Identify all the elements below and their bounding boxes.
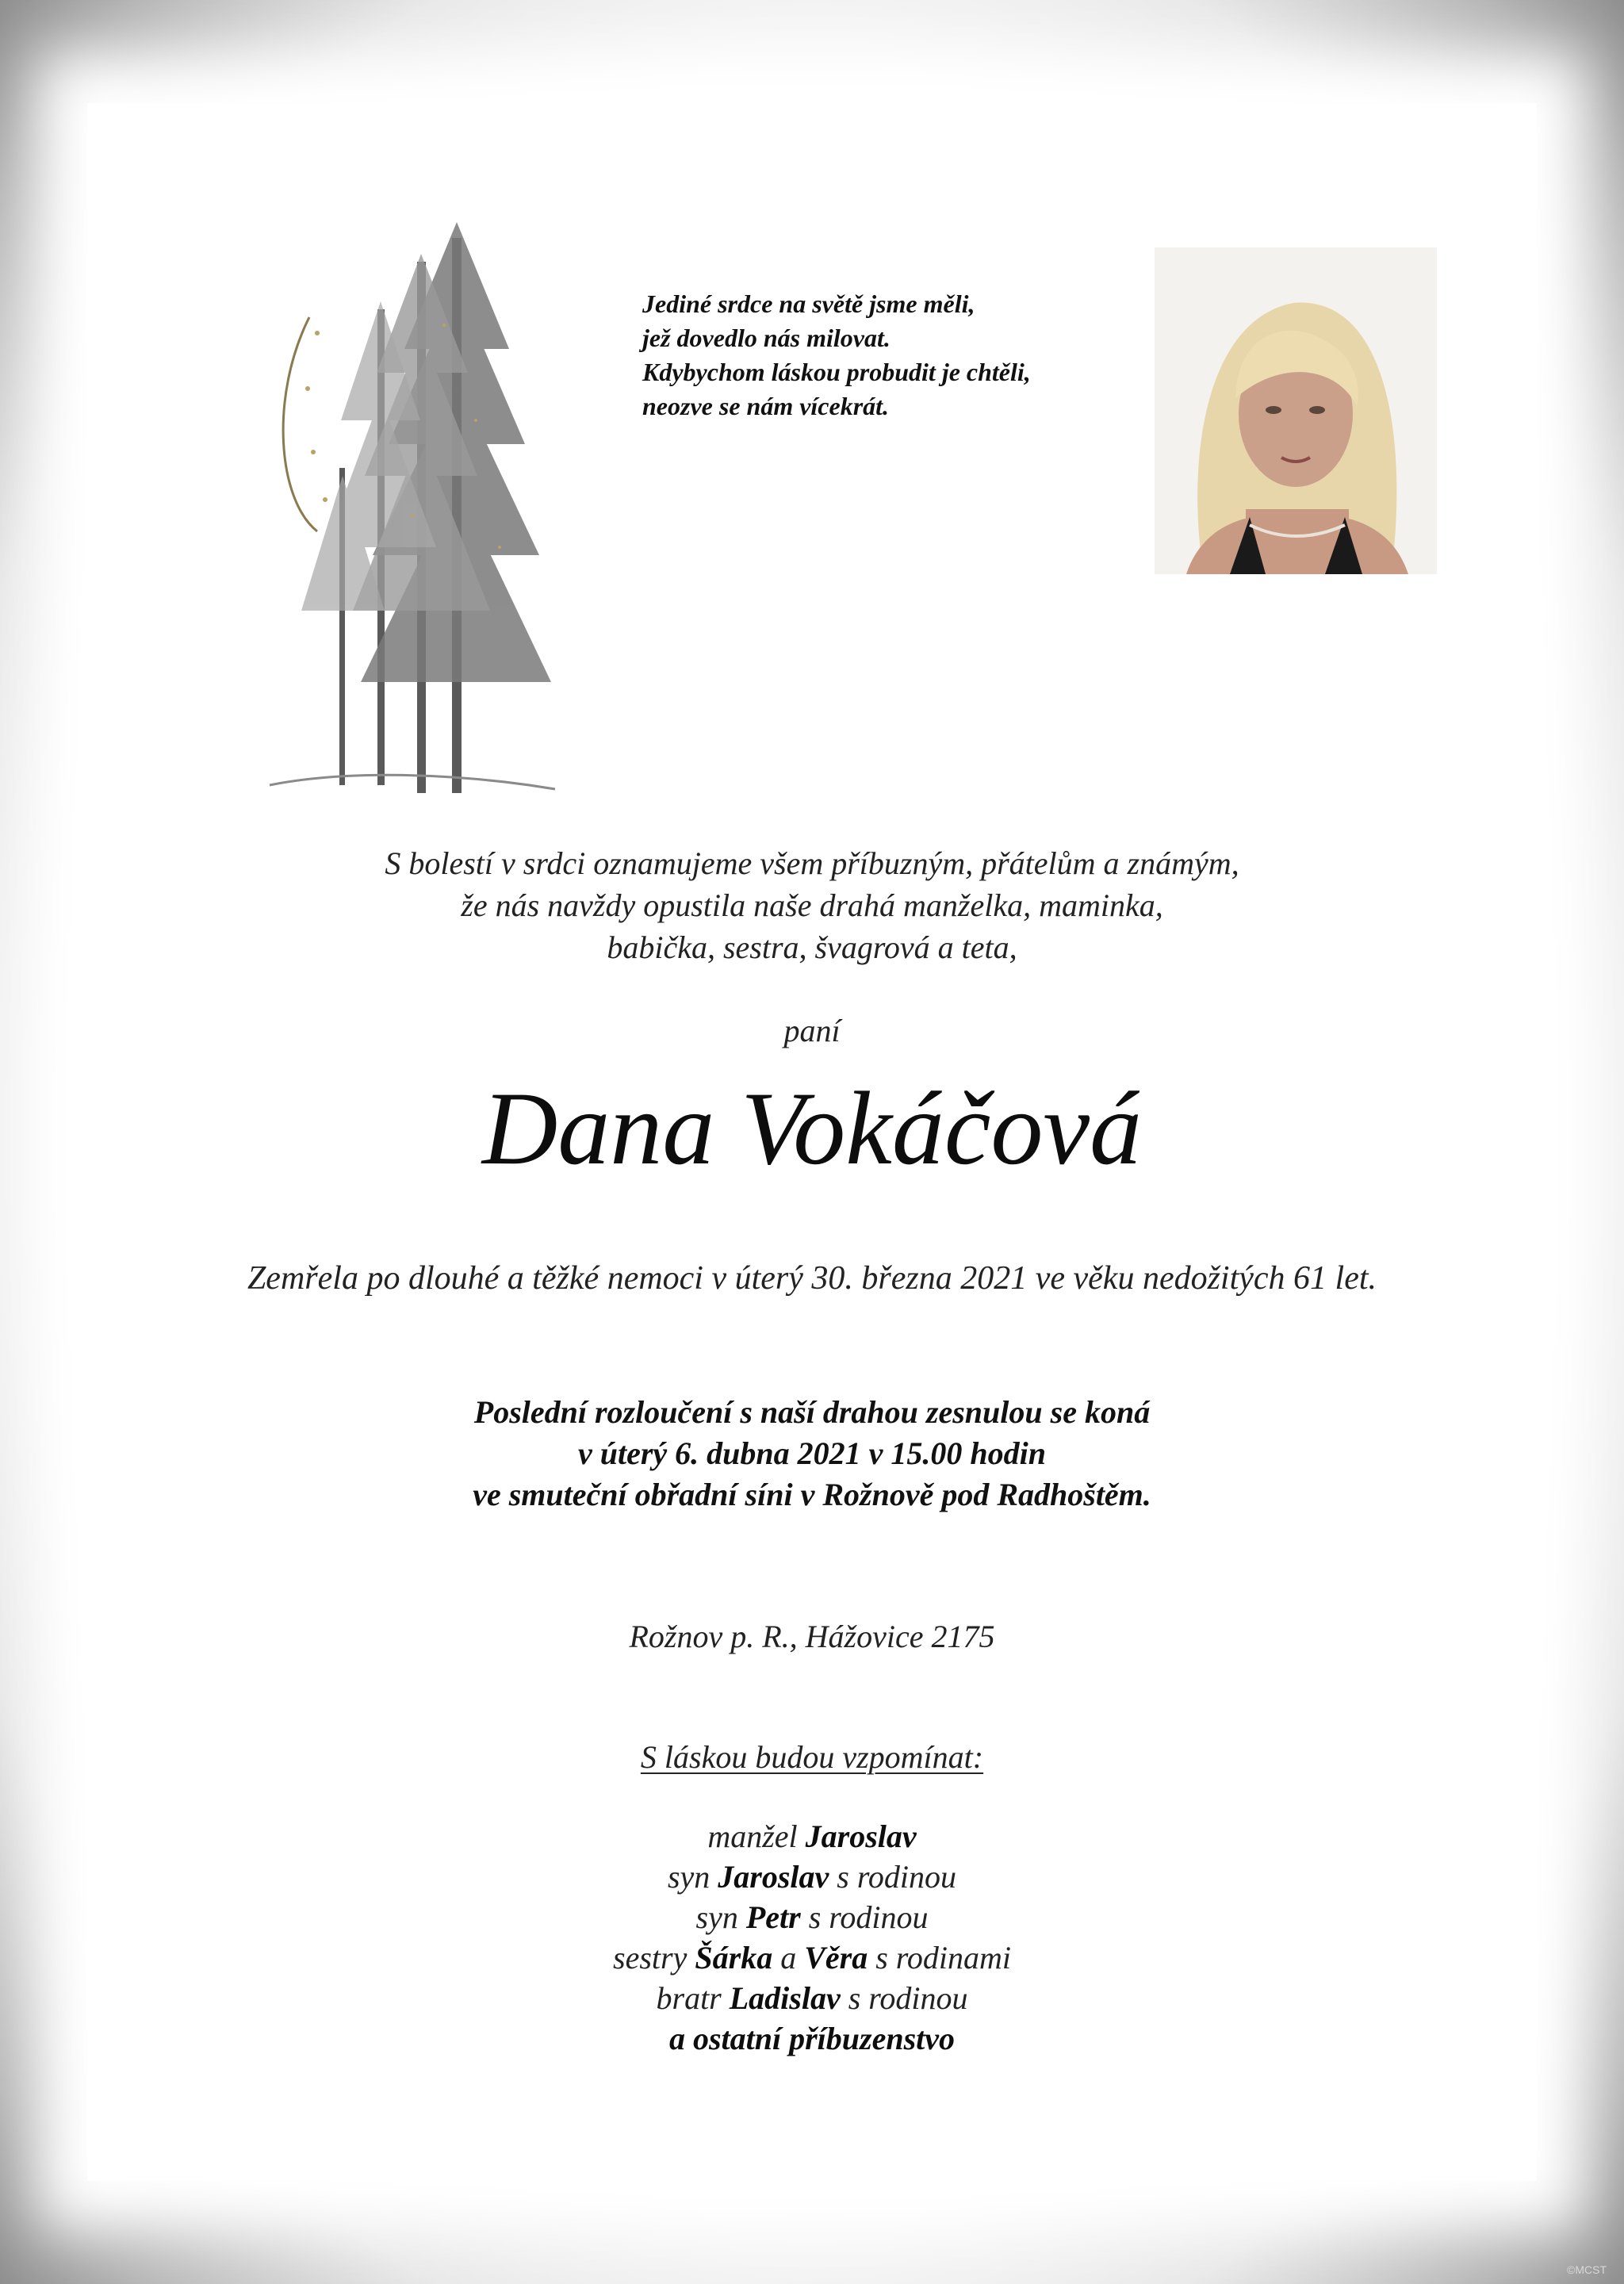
poem-line: Kdybychom láskou probudit je chtěli,	[642, 358, 1031, 386]
mourner-conjunction: a	[772, 1940, 805, 1976]
family-address: Rožnov p. R., Hážovice 2175	[629, 1619, 995, 1654]
mourner-line	[0, 1897, 1624, 1937]
mourner-name: Jaroslav	[718, 1859, 829, 1895]
mourner-line	[0, 1816, 1624, 1857]
poem-line: jež dovedlo nás milovat.	[642, 324, 891, 352]
mourner-suffix: s rodinou	[800, 1899, 929, 1935]
honorific: paní	[783, 1013, 841, 1048]
mourner-name: Šárka	[695, 1940, 773, 1976]
poem-line: neozve se nám vícekrát.	[642, 392, 890, 420]
memorial-poem	[642, 287, 1134, 423]
remember-heading	[0, 1738, 1624, 1776]
funeral-details	[0, 1392, 1624, 1516]
deceased-name: Dana Vokáčová	[481, 1070, 1143, 1186]
announcement-line: babička, sestra, švagrová a teta,	[607, 929, 1017, 965]
mourner-name: Petr	[745, 1899, 801, 1935]
mourner-relation: syn	[667, 1859, 718, 1895]
mourner-line	[0, 1857, 1624, 1897]
mourner-relation: manžel	[707, 1818, 806, 1854]
mourner-suffix: s rodinou	[840, 1980, 968, 2016]
watermark-text: ©MCST	[1567, 2263, 1607, 2276]
mourner-line	[0, 2018, 1624, 2059]
announcement-text	[0, 842, 1624, 968]
mourner-suffix: s rodinou	[829, 1859, 957, 1895]
mourner-name: Věra	[804, 1940, 868, 1976]
mourner-name: Jaroslav	[805, 1818, 917, 1854]
mourner-relation: sestry	[613, 1940, 695, 1976]
mourners-list	[0, 1816, 1624, 2059]
funeral-line: ve smuteční obřadní síni v Rožnově pod Radhoštěm.	[473, 1477, 1151, 1512]
mourner-name: a ostatní příbuzenstvo	[668, 2021, 956, 2056]
mourner-relation: syn	[695, 1899, 746, 1935]
mourner-line	[0, 1978, 1624, 2018]
death-notice: Zemřela po dlouhé a těžké nemoci v úterý 30. března 2021 ve věku nedožitých 61 let.	[247, 1260, 1377, 1297]
portrait-photo	[1155, 247, 1437, 574]
pine-trees-illustration	[222, 214, 619, 817]
announcement-line: S bolestí v srdci oznamujeme všem příbuzným, přátelům a známým,	[385, 845, 1239, 881]
announcement-line: že nás navždy opustila naše drahá manželka, maminka,	[461, 887, 1163, 923]
funeral-line: Poslední rozloučení s naší drahou zesnulou se koná	[473, 1394, 1151, 1430]
remember-heading-text: S láskou budou vzpomínat:	[640, 1739, 984, 1775]
mourner-relation: bratr	[656, 1980, 730, 2016]
funeral-line: v úterý 6. dubna 2021 v 15.00 hodin	[577, 1435, 1047, 1471]
mourner-suffix: s rodinami	[868, 1940, 1011, 1976]
mourner-name: Ladislav	[729, 1980, 841, 2016]
mourner-line	[0, 1937, 1624, 1978]
poem-line: Jediné srdce na světě jsme měli,	[642, 289, 975, 318]
